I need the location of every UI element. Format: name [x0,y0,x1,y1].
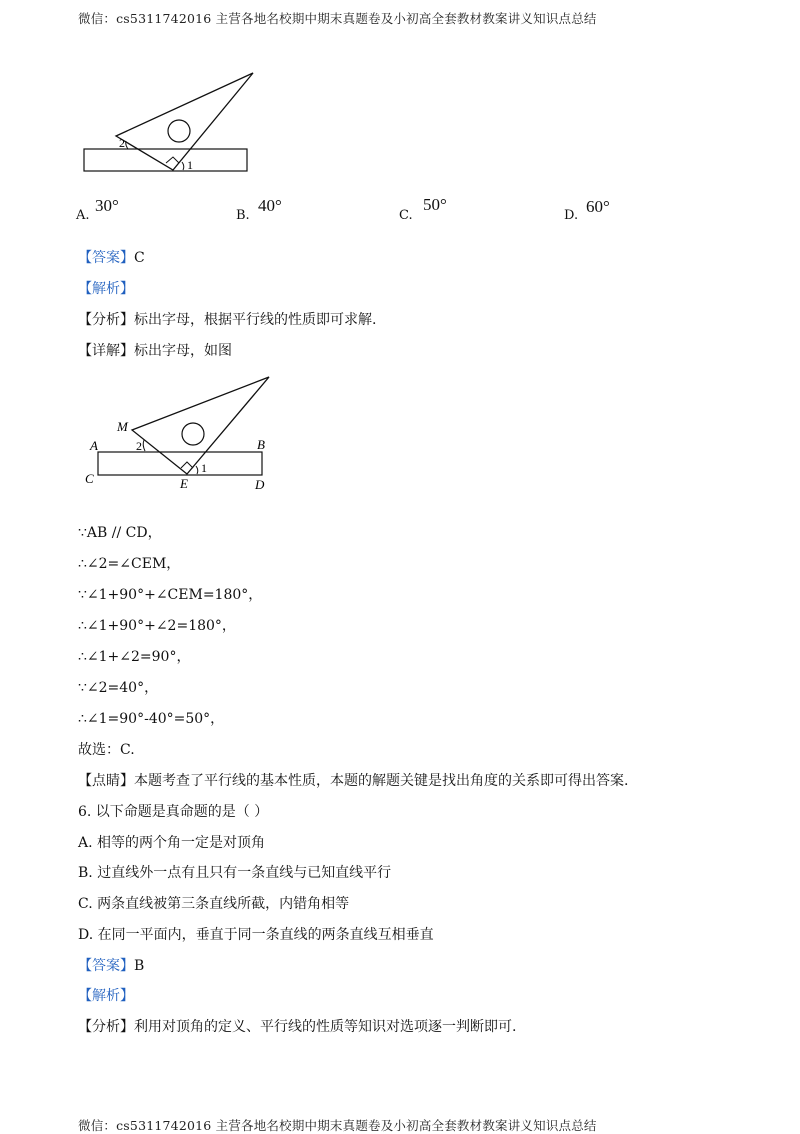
q6-answer: B [134,958,145,974]
q6-analysis-tag: 【解析】 [78,988,134,1004]
right-angle-mark-2 [181,462,193,468]
option-c-value: 50° [423,195,447,214]
label-angle-1: 1 [201,461,207,475]
label-m: M [117,419,128,434]
figure1-label-1: 1 [187,158,193,172]
option-b-letter: B. [236,208,250,223]
option-a-value: 30° [95,196,119,215]
option-d-value: 60° [586,197,610,216]
page-header: 微信：cs5311742016 主营各地名校期中期末真题卷及小初高全套教材教案讲义知识点总结 [78,11,597,26]
q5-xiangjie-text: 标出字母，如图 [134,343,232,359]
option-a-letter: A. [76,208,90,223]
answer-tag: 【答案】 [78,250,134,266]
angle-1-arc-2 [196,466,198,474]
ruler-rect [84,149,247,171]
q6-option-b: B. 过直线外一点有且只有一条直线与已知直线平行 [78,865,392,881]
q5-xiangjie-line [78,340,232,360]
q6-fenxi-line [78,1016,516,1036]
q6-answer-tag: 【答案】 [78,958,134,974]
dianjing-tag: 【点睛】 [78,773,134,789]
triangle-hole-2 [182,423,204,445]
q5-analysis-tag: 【解析】 [78,281,134,297]
q5-step-3: ∵∠1+90°+∠CEM=180°， [78,587,263,603]
figure-triangle-ruler [78,66,258,178]
figure-labeled-triangle-ruler [82,370,282,495]
fenxi-tag: 【分析】 [78,312,134,328]
label-b: B [257,437,265,452]
option-d-letter: D. [564,208,579,223]
q6-question: 6. 以下命题是真命题的是（ ） [78,804,269,820]
q6-option-a: A. 相等的两个角一定是对顶角 [78,835,266,851]
right-angle-mark [166,157,179,163]
q6-option-d: D. 在同一平面内，垂直于同一条直线的两条直线互相垂直 [78,927,434,943]
angle-1-arc [182,162,184,170]
q6-fenxi-text: 利用对顶角的定义、平行线的性质等知识对选项逐一判断即可. [134,1019,517,1035]
option-b-value: 40° [258,196,282,215]
q5-step-1: ∵AB // CD， [78,525,162,541]
q5-step-4: ∴∠1+90°+∠2=180°， [78,618,236,634]
q5-answer: C [134,250,145,266]
xiangjie-tag: 【详解】 [78,343,134,359]
q5-answer-line [78,247,145,267]
option-c-letter: C. [399,208,413,223]
q5-fenxi-line [78,309,376,329]
q5-step-2: ∴∠2=∠CEM， [78,556,181,572]
q5-step-8: 故选：C. [78,742,135,758]
q5-step-6: ∵∠2=40°， [78,680,159,696]
q6-option-c: C. 两条直线被第三条直线所截，内错角相等 [78,896,350,912]
label-angle-2: 2 [136,439,142,453]
page-footer: 微信：cs5311742016 主营各地名校期中期末真题卷及小初高全套教材教案讲义知识点总结 [78,1118,597,1133]
triangle-hole [168,120,190,142]
label-a: A [90,438,98,453]
label-d: D [255,477,265,492]
ruler-rect-2 [98,452,262,475]
q5-dianjing-text: 本题考查了平行线的基本性质，本题的解题关键是找出角度的关系即可得出答案. [134,773,629,789]
q5-step-7: ∴∠1=90°-40°=50°， [78,711,225,727]
q5-step-5: ∴∠1+∠2=90°， [78,649,191,665]
angle-2-arc-2 [143,440,145,451]
q6-fenxi-tag: 【分析】 [78,1019,134,1035]
q5-dianjing-line [78,770,628,790]
label-e: E [180,476,188,491]
figure1-label-2: 2 [119,136,125,150]
q5-fenxi-text: 标出字母，根据平行线的性质即可求解. [134,312,377,328]
label-c: C [85,471,94,486]
q6-answer-line [78,955,144,975]
